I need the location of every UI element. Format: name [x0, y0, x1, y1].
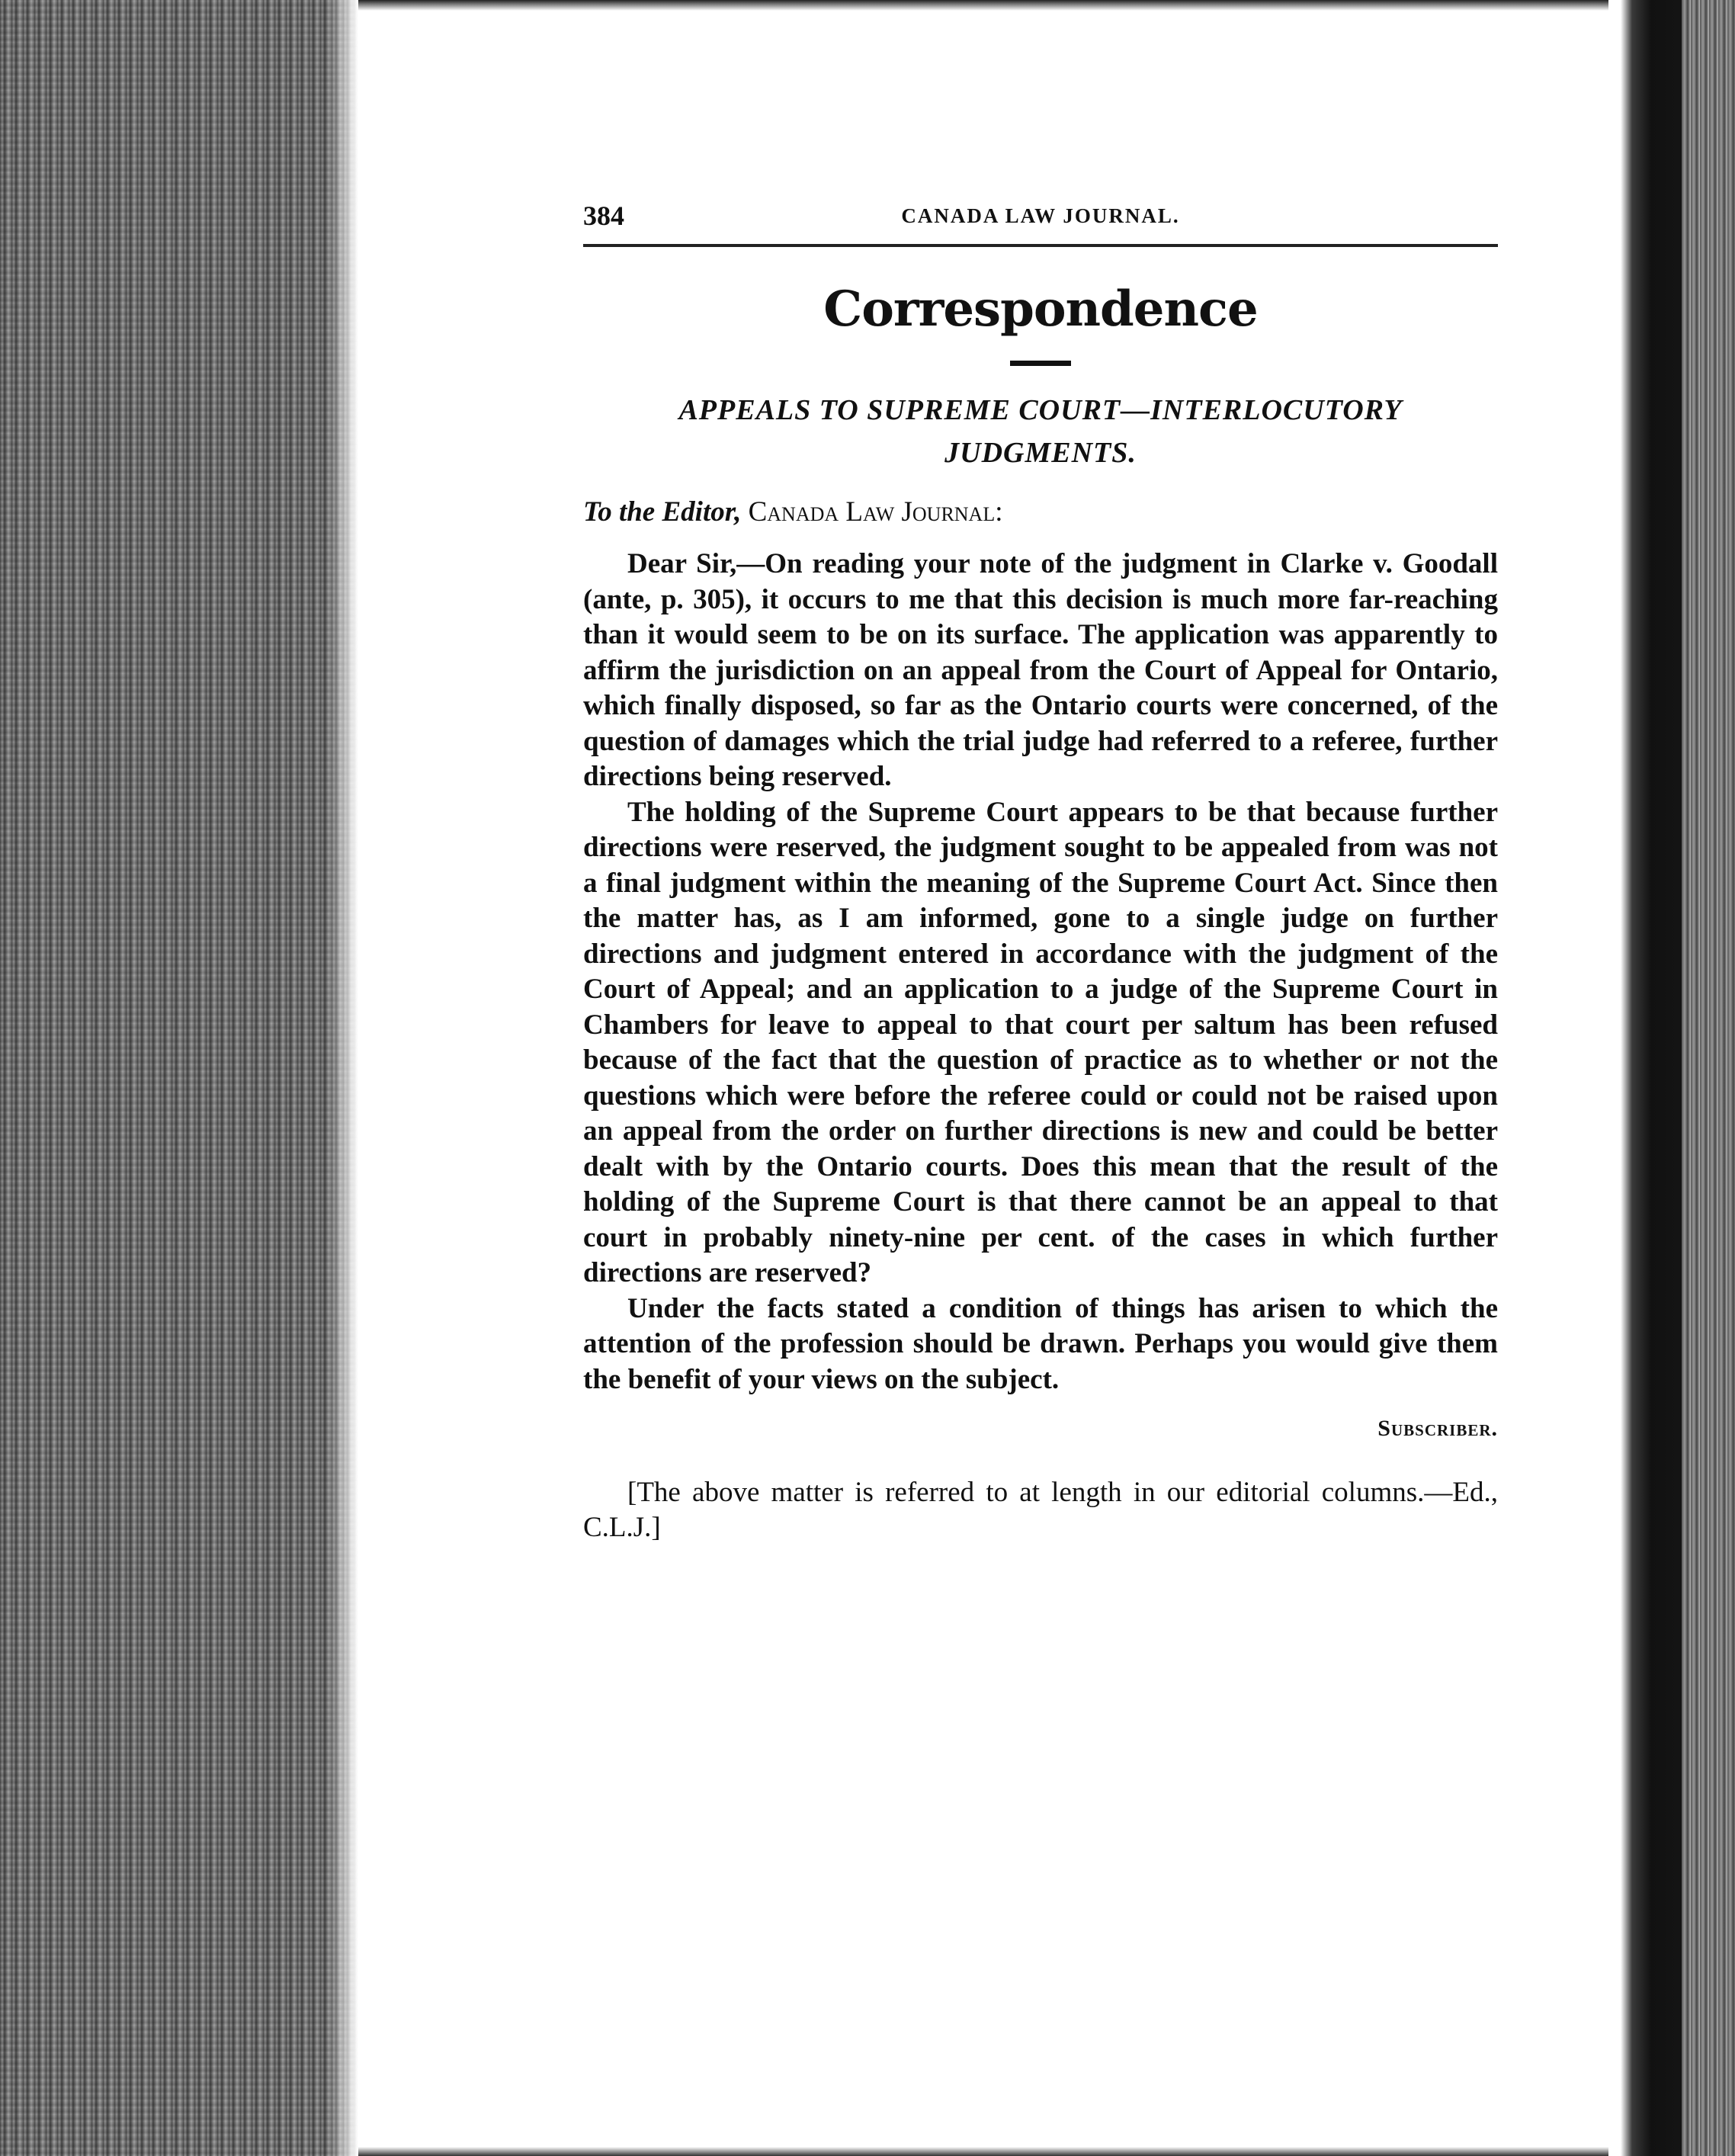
signature: Subscriber.: [1377, 1416, 1498, 1441]
scan-edge-strip: [1682, 0, 1735, 2156]
scan-shadow-right: [1590, 0, 1735, 2156]
document-page: [583, 191, 1498, 1545]
paragraph-1: Dear Sir,—On reading your note of the judgment in Clarke v. Goodall (ante, p. 305), it occurs to me that this decision is much more far-reaching than it would seem to be on its surface. The application was apparently to affirm the jurisdiction on an appeal from the Court of Appeal for Ontario, which finally disposed, so far as the Ontario courts were concerned, of the question of damages which the trial judge had referred to a referee, further directions being reserved.: [583, 548, 1498, 792]
article-title-line-2: JUDGMENTS.: [944, 437, 1137, 469]
journal-name: CANADA LAW JOURNAL.: [901, 204, 1180, 227]
page-number: 384: [583, 201, 624, 231]
salutation-journal: Canada Law Journal:: [748, 496, 1003, 528]
header-rule: [583, 244, 1498, 247]
article-title-line-1: APPEALS TO SUPREME COURT—INTERLOCUTORY: [678, 394, 1403, 426]
section-title: Correspondence: [823, 281, 1258, 338]
paragraph-3: Under the facts stated a condition of things has arisen to which the attention of the profession should be drawn. Perhaps you would give them the benefit of your views on the subject.: [583, 1292, 1498, 1395]
scan-shadow-left: [0, 0, 358, 2156]
scan-bottom-edge: [358, 2147, 1608, 2156]
scan-top-edge: [358, 0, 1608, 11]
title-divider: [1010, 361, 1071, 366]
running-head: [583, 191, 1498, 236]
paragraph-2: The holding of the Supreme Court appears to be that because further directions were reserved, the judgment sought to be appealed from was not a final judgment within the meaning of the Supreme Court Act. Since then the matter has, as I am informed, gone to a single judge on further directions and judgment entered in accordance with the judgment of the Court of Appeal; and an application to a judge of the Supreme Court in Chambers for leave to appeal to that court per saltum has been refused because of the fact that the question of practice as to whether or not the questions which were before the referee could or could not be raised upon an appeal from the order on further directions is new and could be better dealt with by the Ontario courts. Does this mean that the result of the holding of the Supreme Court is that there cannot be an appeal to that court in probably ninety-nine per cent. of the cases in which further directions are reserved?: [583, 796, 1498, 1288]
letter-body: [583, 547, 1498, 1397]
salutation-to-editor: To the Editor,: [583, 496, 742, 528]
editor-note: [The above matter is referred to at length in our editorial columns.—Ed., C.L.J.]: [583, 1477, 1498, 1543]
article-title: [583, 389, 1498, 474]
salutation: [583, 496, 1498, 528]
